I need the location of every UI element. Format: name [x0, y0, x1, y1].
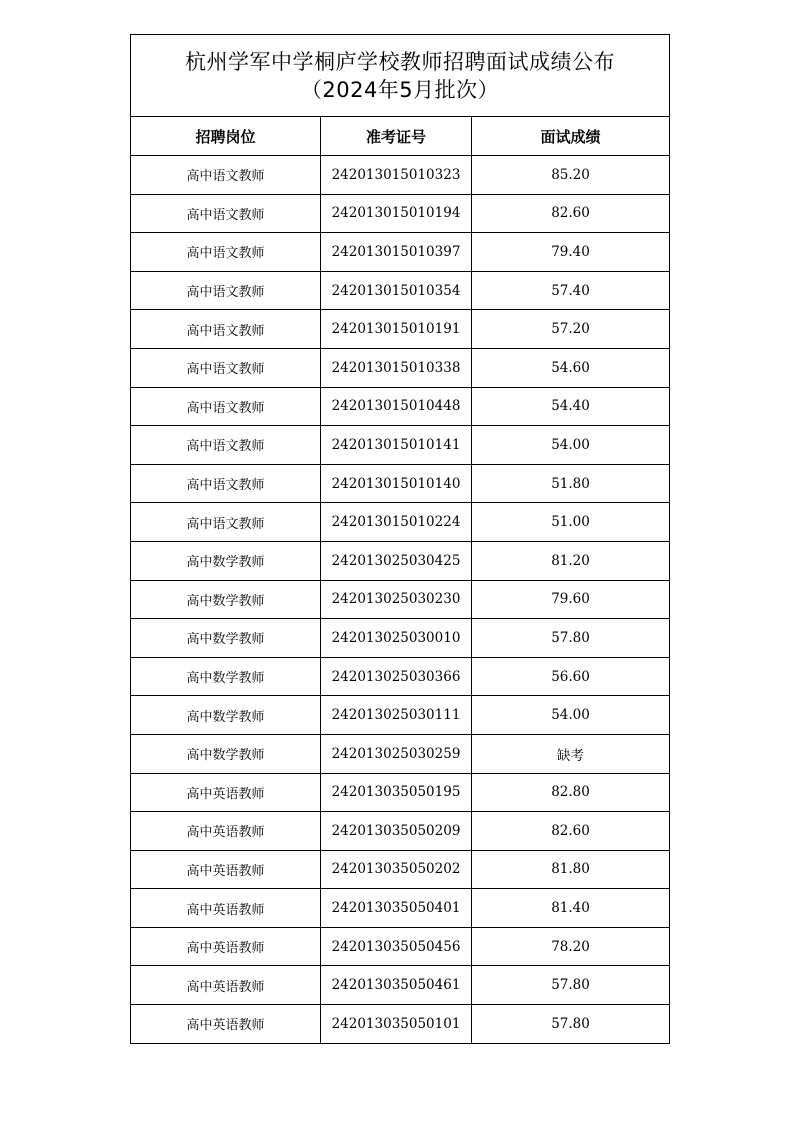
- cell-position: 高中数学教师: [131, 580, 321, 619]
- cell-exam-id: 242013015010323: [321, 156, 472, 195]
- cell-position: 高中语文教师: [131, 387, 321, 426]
- cell-score: 54.40: [472, 387, 670, 426]
- cell-position: 高中英语教师: [131, 773, 321, 812]
- cell-exam-id: 242013025030230: [321, 580, 472, 619]
- cell-exam-id: 242013015010191: [321, 310, 472, 349]
- cell-position: 高中英语教师: [131, 1005, 321, 1044]
- table-row: [131, 426, 670, 465]
- table-row: [131, 464, 670, 503]
- cell-score: 82.80: [472, 773, 670, 812]
- cell-position: 高中语文教师: [131, 464, 321, 503]
- table-row: [131, 503, 670, 542]
- table-row: [131, 233, 670, 272]
- cell-score: 81.40: [472, 889, 670, 928]
- cell-score: 57.40: [472, 271, 670, 310]
- cell-position: 高中数学教师: [131, 696, 321, 735]
- title-line-2: （2024年5月批次）: [300, 77, 500, 102]
- cell-exam-id: 242013025030010: [321, 619, 472, 658]
- cell-score: 57.20: [472, 310, 670, 349]
- table-row: [131, 1005, 670, 1044]
- cell-score: 57.80: [472, 966, 670, 1005]
- cell-exam-id: 242013015010224: [321, 503, 472, 542]
- cell-score: 82.60: [472, 194, 670, 233]
- cell-score: 79.40: [472, 233, 670, 272]
- cell-position: 高中语文教师: [131, 426, 321, 465]
- cell-position: 高中英语教师: [131, 812, 321, 851]
- cell-position: 高中语文教师: [131, 271, 321, 310]
- cell-score: 57.80: [472, 1005, 670, 1044]
- cell-exam-id: 242013015010354: [321, 271, 472, 310]
- table-row: [131, 271, 670, 310]
- cell-score: 51.00: [472, 503, 670, 542]
- cell-exam-id: 242013035050461: [321, 966, 472, 1005]
- cell-score: 82.60: [472, 812, 670, 851]
- cell-score: 56.60: [472, 657, 670, 696]
- table-row: [131, 194, 670, 233]
- cell-exam-id: 242013035050209: [321, 812, 472, 851]
- cell-score: 54.00: [472, 426, 670, 465]
- table-row: [131, 696, 670, 735]
- cell-position: 高中数学教师: [131, 619, 321, 658]
- cell-position: 高中英语教师: [131, 850, 321, 889]
- cell-score: 54.60: [472, 348, 670, 387]
- table-row: [131, 619, 670, 658]
- cell-position: 高中语文教师: [131, 194, 321, 233]
- cell-position: 高中语文教师: [131, 156, 321, 195]
- cell-exam-id: 242013015010338: [321, 348, 472, 387]
- cell-exam-id: 242013025030111: [321, 696, 472, 735]
- title-row: [131, 35, 670, 117]
- table-row: [131, 156, 670, 195]
- table-row: [131, 348, 670, 387]
- header-score: 面试成绩: [472, 117, 670, 156]
- cell-exam-id: 242013015010194: [321, 194, 472, 233]
- cell-score: 78.20: [472, 927, 670, 966]
- table-row: [131, 580, 670, 619]
- table-row: [131, 966, 670, 1005]
- cell-exam-id: 242013015010397: [321, 233, 472, 272]
- table-row: [131, 812, 670, 851]
- header-row: [131, 117, 670, 156]
- table-row: [131, 773, 670, 812]
- table-row: [131, 927, 670, 966]
- table-body: [131, 156, 670, 1044]
- cell-exam-id: 242013025030366: [321, 657, 472, 696]
- cell-exam-id: 242013035050456: [321, 927, 472, 966]
- cell-exam-id: 242013025030259: [321, 734, 472, 773]
- cell-score: 57.80: [472, 619, 670, 658]
- table-row: [131, 387, 670, 426]
- cell-score: 51.80: [472, 464, 670, 503]
- header-position: 招聘岗位: [131, 117, 321, 156]
- cell-position: 高中语文教师: [131, 503, 321, 542]
- cell-position: 高中英语教师: [131, 966, 321, 1005]
- cell-position: 高中数学教师: [131, 541, 321, 580]
- cell-position: 高中语文教师: [131, 348, 321, 387]
- cell-position: 高中英语教师: [131, 927, 321, 966]
- cell-position: 高中数学教师: [131, 657, 321, 696]
- cell-exam-id: 242013015010141: [321, 426, 472, 465]
- cell-position: 高中英语教师: [131, 889, 321, 928]
- cell-exam-id: 242013035050195: [321, 773, 472, 812]
- table-row: [131, 889, 670, 928]
- cell-score: 54.00: [472, 696, 670, 735]
- cell-position: 高中语文教师: [131, 233, 321, 272]
- table-row: [131, 657, 670, 696]
- cell-score: 缺考: [472, 734, 670, 773]
- table-row: [131, 734, 670, 773]
- cell-exam-id: 242013015010140: [321, 464, 472, 503]
- cell-score: 85.20: [472, 156, 670, 195]
- cell-score: 79.60: [472, 580, 670, 619]
- title-line-1: 杭州学军中学桐庐学校教师招聘面试成绩公布: [185, 49, 616, 74]
- page-title: [131, 35, 670, 117]
- results-table: [130, 34, 670, 1044]
- header-exam-id: 准考证号: [321, 117, 472, 156]
- cell-position: 高中数学教师: [131, 734, 321, 773]
- cell-position: 高中语文教师: [131, 310, 321, 349]
- cell-exam-id: 242013035050101: [321, 1005, 472, 1044]
- cell-exam-id: 242013035050202: [321, 850, 472, 889]
- table-row: [131, 310, 670, 349]
- cell-exam-id: 242013035050401: [321, 889, 472, 928]
- table-row: [131, 850, 670, 889]
- cell-score: 81.20: [472, 541, 670, 580]
- cell-exam-id: 242013025030425: [321, 541, 472, 580]
- table-row: [131, 541, 670, 580]
- cell-score: 81.80: [472, 850, 670, 889]
- cell-exam-id: 242013015010448: [321, 387, 472, 426]
